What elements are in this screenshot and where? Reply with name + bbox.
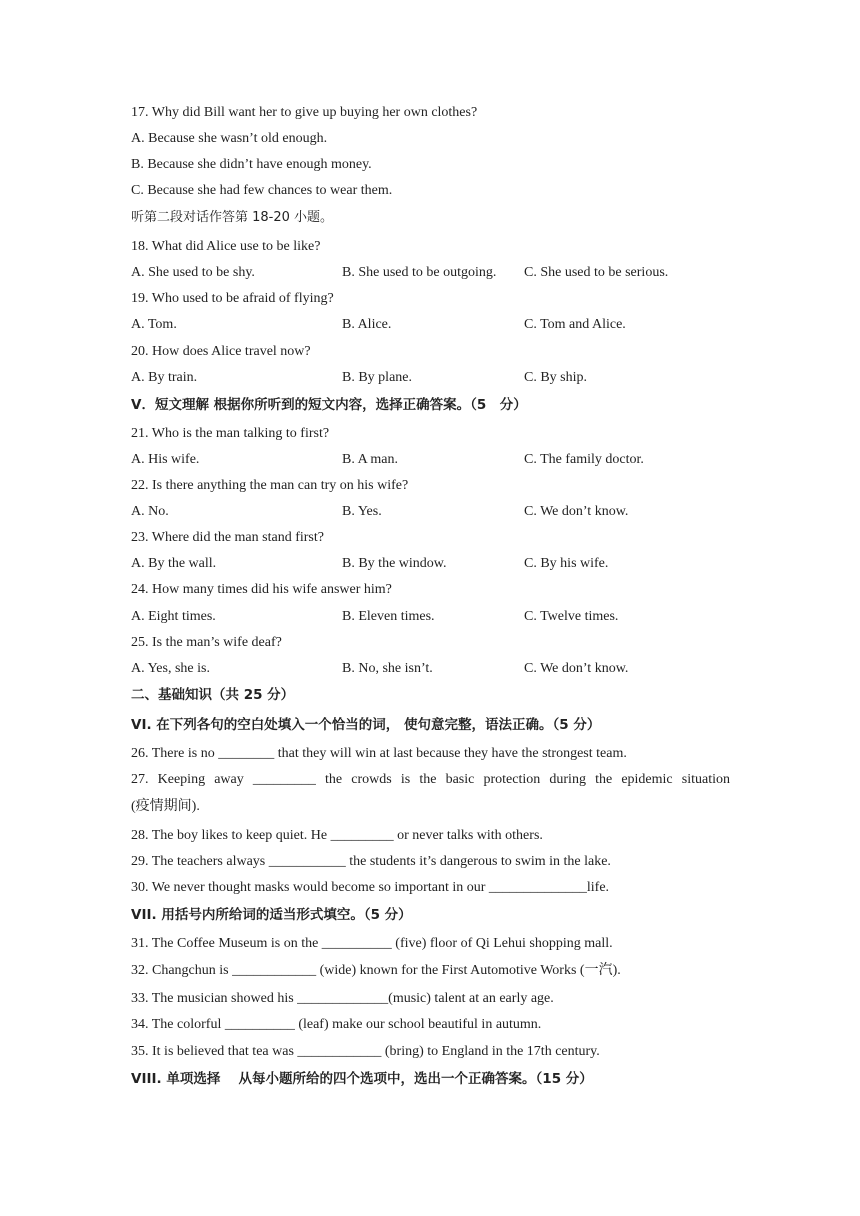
question-23: 23. Where did the man stand first? [131, 530, 324, 545]
question-26: 26. There is no ________ that they will win at last because they have the strongest team. [131, 746, 627, 761]
option-25c: C. We don’t know. [524, 661, 629, 676]
question-18: 18. What did Alice use to be like? [131, 239, 321, 254]
section-6-heading: VI. 在下列各句的空白处填入一个恰当的词， 使句意完整，语法正确。（5 分） [131, 717, 601, 733]
option-24a: A. Eight times. [131, 609, 216, 624]
option-21b: B. A man. [342, 452, 399, 467]
section-7-heading: VII. 用括号内所给词的适当形式填空。（5 分） [131, 907, 412, 923]
question-27: 27. Keeping away _________ the crowds is the basic protection during the epidemic situation [131, 772, 730, 787]
option-19c: C. Tom and Alice. [524, 317, 626, 332]
option-21a: A. His wife. [131, 452, 200, 467]
section-5-heading: V．短文理解 根据你所听到的短文内容，选择正确答案。（5 分） [131, 397, 527, 413]
option-21c: C. The family doctor. [524, 452, 644, 467]
option-25a: A. Yes, she is. [131, 661, 210, 676]
option-20b: B. By plane. [342, 370, 412, 385]
option-24b: B. Eleven times. [342, 609, 435, 624]
question-24: 24. How many times did his wife answer him? [131, 582, 392, 597]
option-19a: A. Tom. [131, 317, 177, 332]
question-17: 17. Why did Bill want her to give up buying her own clothes? [131, 105, 478, 120]
option-23b: B. By the window. [342, 556, 447, 571]
option-18c: C. She used to be serious. [524, 265, 669, 280]
question-20: 20. How does Alice travel now? [131, 344, 311, 359]
question-32: 32. Changchun is ____________ (wide) known for the First Automotive Works (一汽). [131, 963, 621, 978]
option-17a: A. Because she wasn’t old enough. [131, 131, 328, 146]
option-17c: C. Because she had few chances to wear them. [131, 183, 393, 198]
dialog-2-instruction: 听第二段对话作答第 18-20 小题。 [131, 210, 334, 225]
option-23c: C. By his wife. [524, 556, 609, 571]
question-34: 34. The colorful __________ (leaf) make our school beautiful in autumn. [131, 1017, 542, 1032]
question-31: 31. The Coffee Museum is on the __________ (five) floor of Qi Lehui shopping mall. [131, 936, 613, 951]
option-18b: B. She used to be outgoing. [342, 265, 497, 280]
option-22b: B. Yes. [342, 504, 382, 519]
question-29: 29. The teachers always ___________ the students it’s dangerous to swim in the lake. [131, 854, 611, 869]
option-18a: A. She used to be shy. [131, 265, 255, 280]
question-19: 19. Who used to be afraid of flying? [131, 291, 334, 306]
question-28: 28. The boy likes to keep quiet. He _________ or never talks with others. [131, 828, 543, 843]
option-20c: C. By ship. [524, 370, 588, 385]
question-21: 21. Who is the man talking to first? [131, 426, 330, 441]
option-23a: A. By the wall. [131, 556, 217, 571]
option-19b: B. Alice. [342, 317, 392, 332]
question-27-continued: (疫情期间). [131, 799, 200, 814]
option-22c: C. We don’t know. [524, 504, 629, 519]
question-25: 25. Is the man’s wife deaf? [131, 635, 282, 650]
option-24c: C. Twelve times. [524, 609, 619, 624]
question-35: 35. It is believed that tea was ____________ (bring) to England in the 17th century. [131, 1044, 600, 1059]
option-25b: B. No, she isn’t. [342, 661, 433, 676]
option-22a: A. No. [131, 504, 169, 519]
question-22: 22. Is there anything the man can try on his wife? [131, 478, 409, 493]
option-17b: B. Because she didn’t have enough money. [131, 157, 372, 172]
part-2-heading: 二、基础知识（共 25 分） [131, 687, 295, 703]
question-33: 33. The musician showed his _____________(music) talent at an early age. [131, 991, 554, 1006]
question-30: 30. We never thought masks would become so important in our ______________life. [131, 880, 610, 895]
option-20a: A. By train. [131, 370, 198, 385]
section-8-heading: VIII. 单项选择 从每小题所给的四个选项中，选出一个正确答案。（15 分） [131, 1071, 593, 1087]
